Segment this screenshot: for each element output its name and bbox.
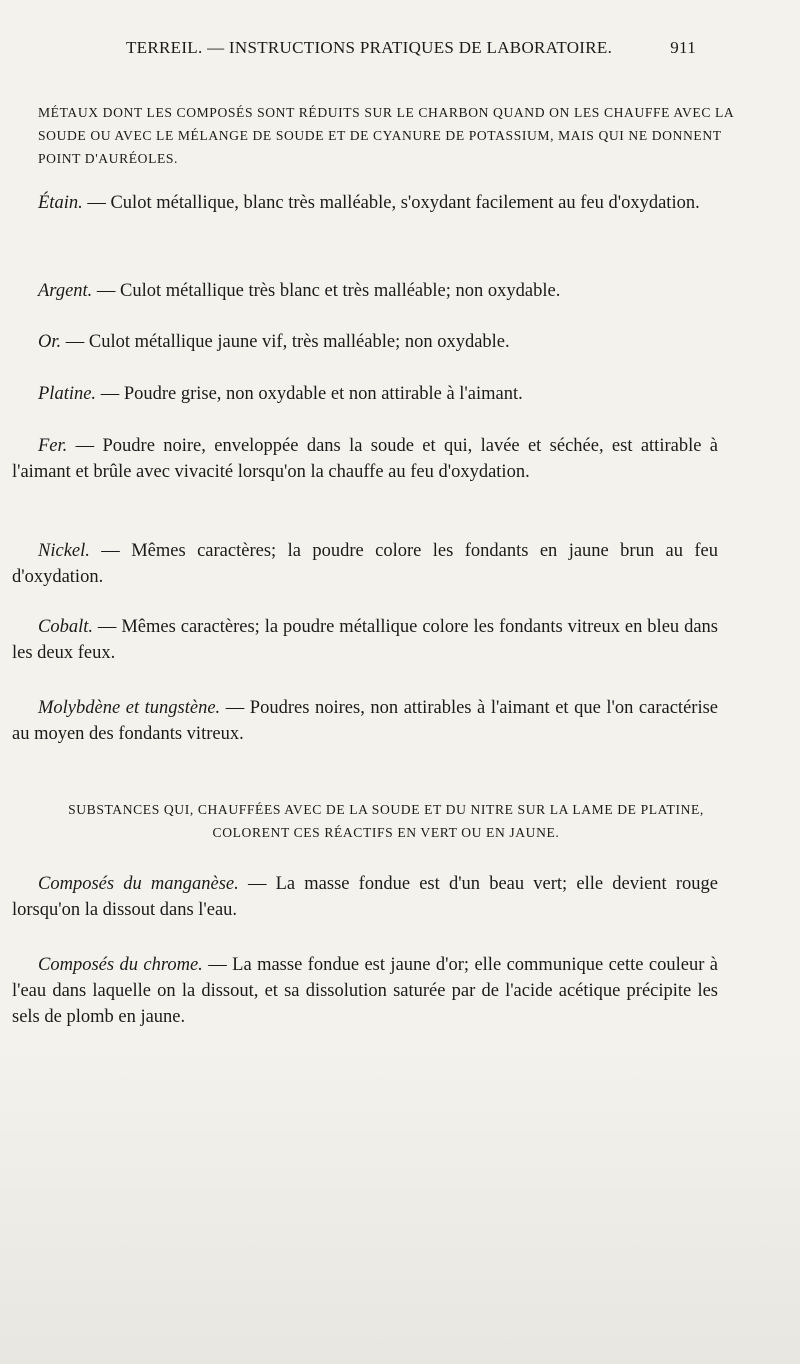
page-number: 911 bbox=[670, 38, 696, 57]
entry-term: Or. bbox=[38, 332, 62, 352]
entry-text: — Culot métallique très blanc et très malléable; non oxydable. bbox=[92, 281, 561, 301]
entry-text: — Mêmes caractères; la poudre métallique colore les fondants vitreux en bleu dans les deux feux. bbox=[12, 617, 718, 663]
entry-text: — La masse fondue est jaune d'or; elle communique cette couleur à l'eau dans laquelle on la dissout, et sa dissolution saturée par de l'acide acétique précipite les sels de plomb en jaune. bbox=[12, 955, 719, 1027]
running-title: TERREIL. — INSTRUCTIONS PRATIQUES DE LABORATOIRE. bbox=[126, 38, 613, 57]
entry-etain bbox=[12, 190, 718, 216]
entry-text: — La masse fondue est d'un beau vert; elle devient rouge lorsqu'on la dissout dans l'eau. bbox=[12, 874, 718, 920]
entry-cobalt bbox=[12, 614, 718, 666]
entry-term: Platine. bbox=[38, 384, 97, 404]
entry-nickel bbox=[12, 538, 718, 590]
bleed-through-shadow bbox=[0, 1040, 800, 1364]
entry-text: — Culot métallique, blanc très malléable, s'oxydant facilement au feu d'oxydation. bbox=[82, 193, 700, 213]
entry-manganese bbox=[12, 871, 718, 923]
entry-term: Fer. bbox=[38, 436, 68, 456]
entry-or bbox=[12, 329, 718, 355]
entry-text: — Culot métallique jaune vif, très malléable; non oxydable. bbox=[61, 332, 510, 352]
entry-text: — Poudres noires, non attirables à l'aimant et que l'on caractérise au moyen des fondants vitreux. bbox=[12, 698, 718, 744]
entry-term: Étain. bbox=[38, 193, 83, 213]
section-heading-substances: SUBSTANCES QUI, CHAUFFÉES AVEC DE LA SOUDE ET DU NITRE SUR LA LAME DE PLATINE, COLORENT CES RÉACTIFS EN VERT OU EN JAUNE. bbox=[68, 802, 704, 840]
entry-term: Cobalt. bbox=[38, 617, 93, 637]
entry-term: Composés du chrome. bbox=[38, 955, 203, 975]
entry-fer bbox=[12, 433, 718, 485]
entry-argent bbox=[12, 278, 718, 304]
entry-text: — Mêmes caractères; la poudre colore les fondants en jaune brun au feu d'oxydation. bbox=[12, 541, 718, 587]
entry-text: — Poudre grise, non oxydable et non attirable à l'aimant. bbox=[96, 384, 523, 404]
entry-term: Molybdène et tungstène. bbox=[38, 698, 221, 718]
entry-term: Composés du manganèse. bbox=[38, 874, 239, 894]
section-heading-metals: MÉTAUX DONT LES COMPOSÉS SONT RÉDUITS SUR LE CHARBON QUAND ON LES CHAUFFE AVEC LA SOUDE OU AVEC LE MÉLANGE DE SOUDE ET DE CYANURE DE POTASSIUM, MAIS QUI NE DONNENT POINT D'AURÉOLES. bbox=[38, 105, 734, 166]
entry-term: Argent. bbox=[38, 281, 93, 301]
entry-term: Nickel. bbox=[38, 541, 90, 561]
entry-platine bbox=[12, 381, 718, 407]
entry-molybdene-tungstene bbox=[12, 695, 718, 747]
entry-chrome bbox=[12, 952, 718, 1030]
entry-text: — Poudre noire, enveloppée dans la soude et qui, lavée et séchée, est attirable à l'aimant et brûle avec vivacité lorsqu'on la chauffe au feu d'oxydation. bbox=[12, 436, 718, 482]
